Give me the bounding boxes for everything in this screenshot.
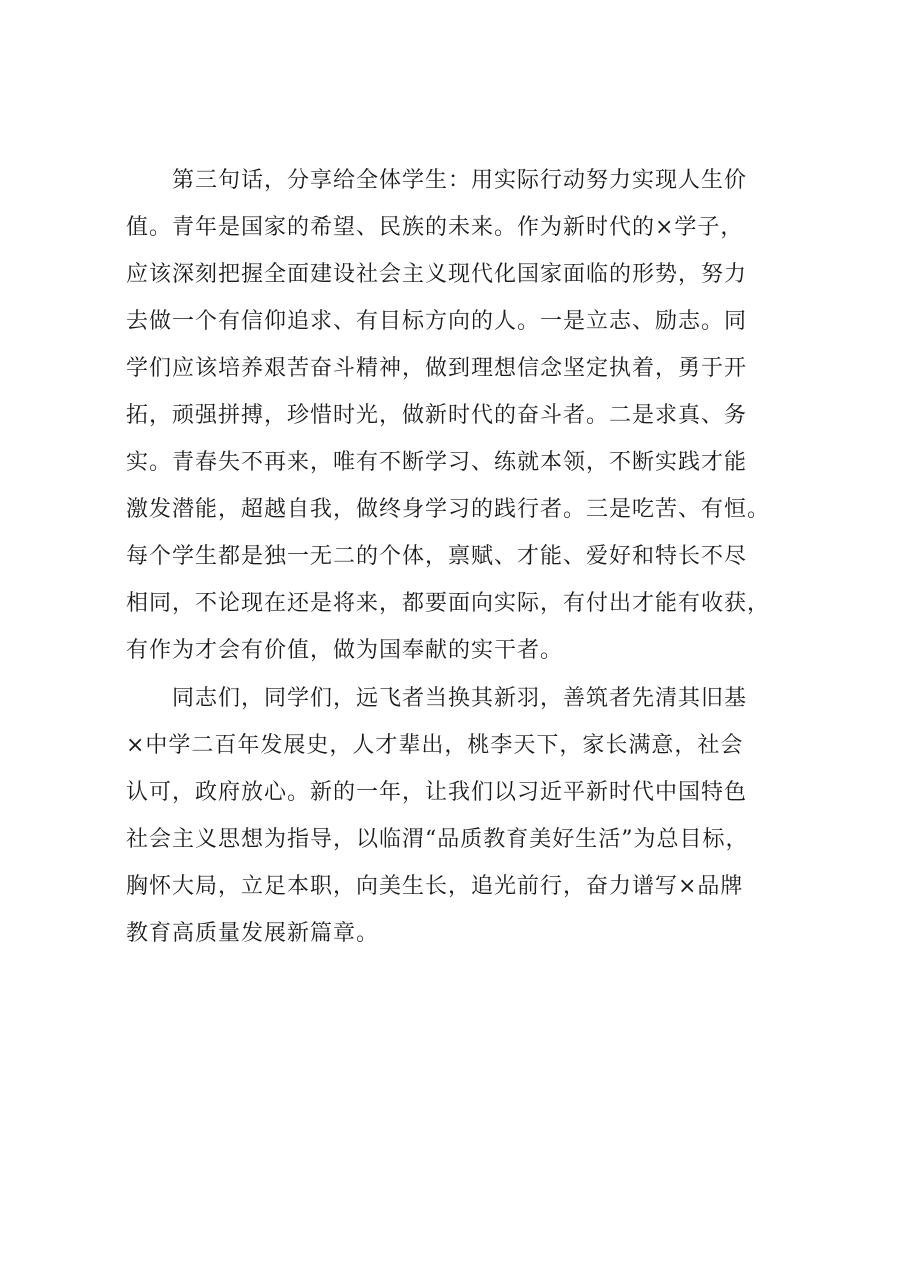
paragraph-2-line-2: ×中学二百年发展史，人才辈出，桃李天下，家长满意，社会 (126, 733, 744, 758)
paragraph-2-line-1: 同志们，同学们，远飞者当换其新羽，善筑者先清其旧基 (172, 686, 748, 711)
paragraph-1-line-7: 实。青春失不再来，唯有不断学习、练就本领，不断实践才能 (126, 450, 748, 475)
paragraph-1-line-3: 应该深刻把握全面建设社会主义现代化国家面临的形势，努力 (126, 262, 748, 287)
paragraph-2-line-3: 认可，政府放心。新的一年，让我们以习近平新时代中国特色 (126, 780, 748, 805)
paragraph-1-line-8: 激发潜能，超越自我，做终身学习的践行者。三是吃苦、有恒。 (126, 497, 771, 522)
paragraph-1-line-11: 有作为才会有价值，做为国奉献的实干者。 (126, 638, 564, 663)
paragraph-1-line-2: 值。青年是国家的希望、民族的未来。作为新时代的×学子， (126, 215, 744, 240)
paragraph-2-line-5: 胸怀大局，立足本职，向美生长，追光前行，奋力谱写×品牌 (126, 874, 744, 899)
paragraph-1-line-9: 每个学生都是独一无二的个体，禀赋、才能、爱好和特长不尽 (126, 544, 748, 569)
paragraph-1-line-4: 去做一个有信仰追求、有目标方向的人。一是立志、励志。同 (126, 309, 748, 334)
paragraph-1-line-5: 学们应该培养艰苦奋斗精神，做到理想信念坚定执着，勇于开 (126, 356, 748, 381)
paragraph-1-line-1: 第三句话，分享给全体学生：用实际行动努力实现人生价 (172, 168, 748, 193)
paragraph-1-line-6: 拓，顽强拼搏，珍惜时光，做新时代的奋斗者。二是求真、务 (126, 403, 748, 428)
paragraph-2-line-4: 社会主义思想为指导，以临渭“品质教育美好生活”为总目标， (126, 827, 749, 852)
paragraph-1-line-10: 相同，不论现在还是将来，都要面向实际，有付出才能有收获， (126, 591, 771, 616)
paragraph-2-line-6: 教育高质量发展新篇章。 (126, 921, 380, 946)
